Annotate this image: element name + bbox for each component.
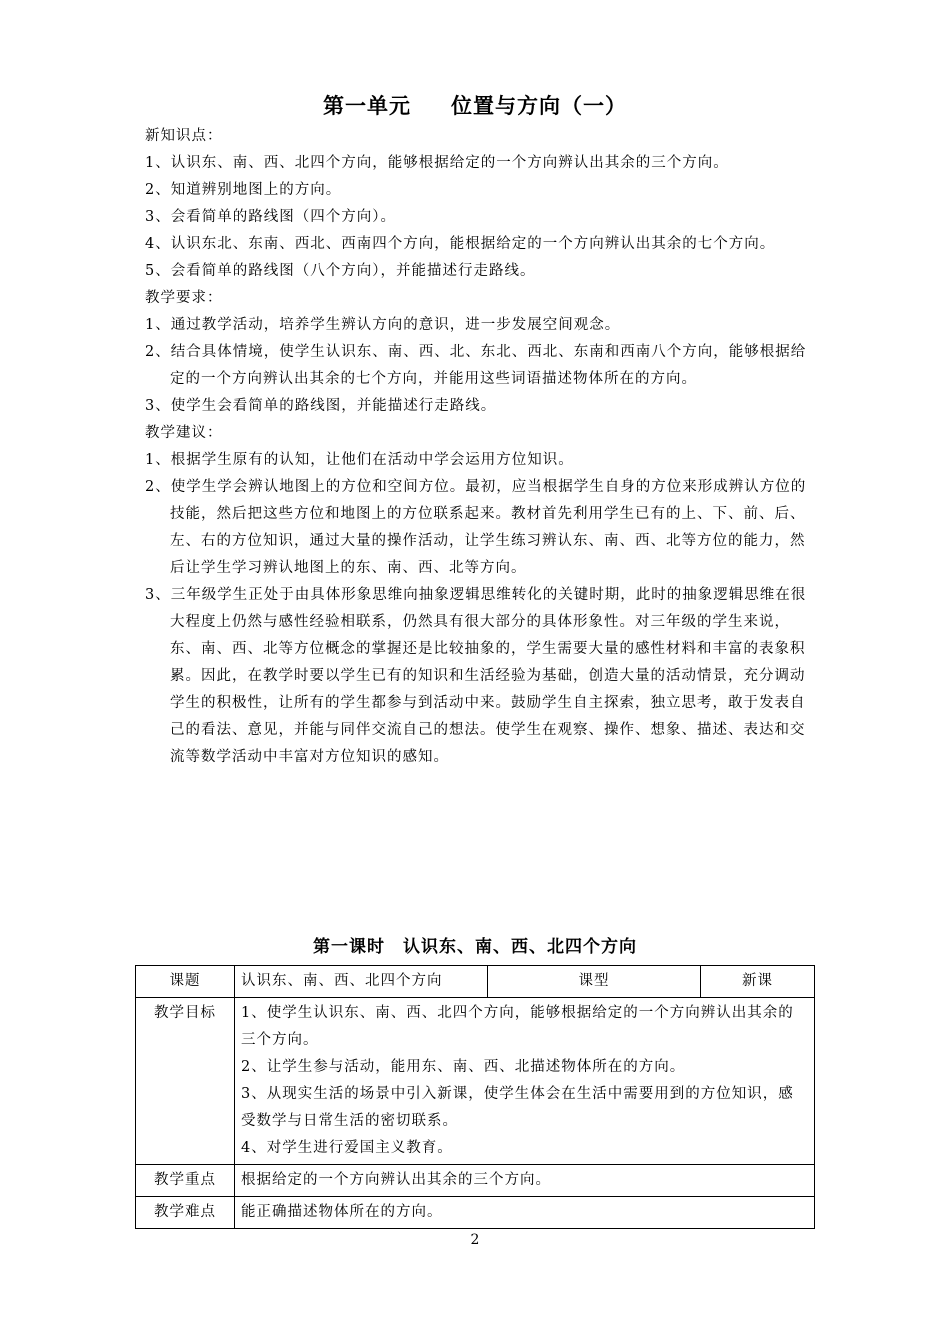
lesson-title-number: 第一课时 [313,937,385,957]
table-row [136,1165,815,1197]
type-label: 课型 [488,966,701,998]
goals-cell [235,998,815,1165]
goal-item: 1、使学生认识东、南、西、北四个方向，能够根据给定的一个方向辨认出其余的三个方向。 [241,1005,794,1048]
knowledge-item: 2、知道辨别地图上的方向。 [145,182,342,198]
key-point-value: 根据给定的一个方向辨认出其余的三个方向。 [235,1165,815,1197]
section-heading-new-knowledge: 新知识点： [145,128,223,144]
type-value: 新课 [701,966,815,998]
lesson-plan-table [135,965,815,1229]
topic-label: 课题 [136,966,235,998]
table-row [136,998,815,1165]
knowledge-item: 1、认识东、南、西、北四个方向，能够根据给定的一个方向辨认出其余的三个方向。 [145,155,729,171]
suggestion-item: 2、使学生学会辨认地图上的方位和空间方位。最初，应当根据学生自身的方位来形成辨认方位的技能，然后把这些方位和地图上的方位联系起来。教材首先利用学生已有的上、下、前、后、左、右的方位知识，通过大量的操作活动，让学生练习辨认东、南、西、北等方位的能力，然后让学生学习辨认地图上的东、南、西、北等方向。 [145,479,807,576]
unit-content [145,123,815,771]
topic-value: 认识东、南、西、北四个方向 [235,966,488,998]
section-heading-suggestions: 教学建议： [145,425,223,441]
knowledge-item: 4、认识东北、东南、西北、西南四个方向，能根据给定的一个方向辨认出其余的七个方向。 [145,236,776,252]
knowledge-item: 5、会看简单的路线图（八个方向），并能描述行走路线。 [145,263,536,279]
unit-title [0,90,950,120]
key-point-label: 教学重点 [136,1165,235,1197]
knowledge-item: 3、会看简单的路线图（四个方向）。 [145,209,396,225]
table-row [136,1197,815,1229]
page-number: 2 [470,1232,480,1248]
suggestion-item: 1、根据学生原有的认知，让他们在活动中学会运用方位知识。 [145,452,574,468]
goal-item: 4、对学生进行爱国主义教育。 [241,1140,453,1156]
suggestion-item: 3、三年级学生正处于由具体形象思维向抽象逻辑思维转化的关键时期，此时的抽象逻辑思维在很大程度上仍然与感性经验相联系，仍然具有很大部分的具体形象性。对三年级的学生来说，东、南、西、北等方位概念的掌握还是比较抽象的，学生需要大量的感性材料和丰富的表象积累。因此，在教学时要以学生已有的知识和生活经验为基础，创造大量的活动情景，充分调动学生的积极性，让所有的学生都参与到活动中来。鼓励学生自主探索，独立思考，敢于发表自己的看法、意见，并能与同伴交流自己的想法。使学生在观察、操作、想象、描述、表达和交流等数学活动中丰富对方位知识的感知。 [145,587,807,765]
goals-label: 教学目标 [136,998,235,1165]
requirement-item: 2、结合具体情境，使学生认识东、南、西、北、东北、西北、东南和西南八个方向，能够根据给定的一个方向辨认出其余的七个方向，并能用这些词语描述物体所在的方向。 [145,344,807,387]
lesson-title [0,932,950,957]
difficulty-label: 教学难点 [136,1197,235,1229]
difficulty-value: 能正确描述物体所在的方向。 [235,1197,815,1229]
unit-title-topic: 位置与方向（一） [451,93,627,118]
goal-item: 3、从现实生活的场景中引入新课，使学生体会在生活中需要用到的方位知识，感受数学与日常生活的密切联系。 [241,1086,794,1129]
section-heading-requirements: 教学要求： [145,290,223,306]
goal-item: 2、让学生参与活动，能用东、南、西、北描述物体所在的方向。 [241,1059,686,1075]
lesson-title-topic: 认识东、南、西、北四个方向 [403,937,637,957]
requirement-item: 1、通过教学活动，培养学生辨认方向的意识，进一步发展空间观念。 [145,317,621,333]
table-row [136,966,815,998]
requirement-item: 3、使学生会看简单的路线图，并能描述行走路线。 [145,398,497,414]
unit-title-number: 第一单元 [323,93,411,118]
